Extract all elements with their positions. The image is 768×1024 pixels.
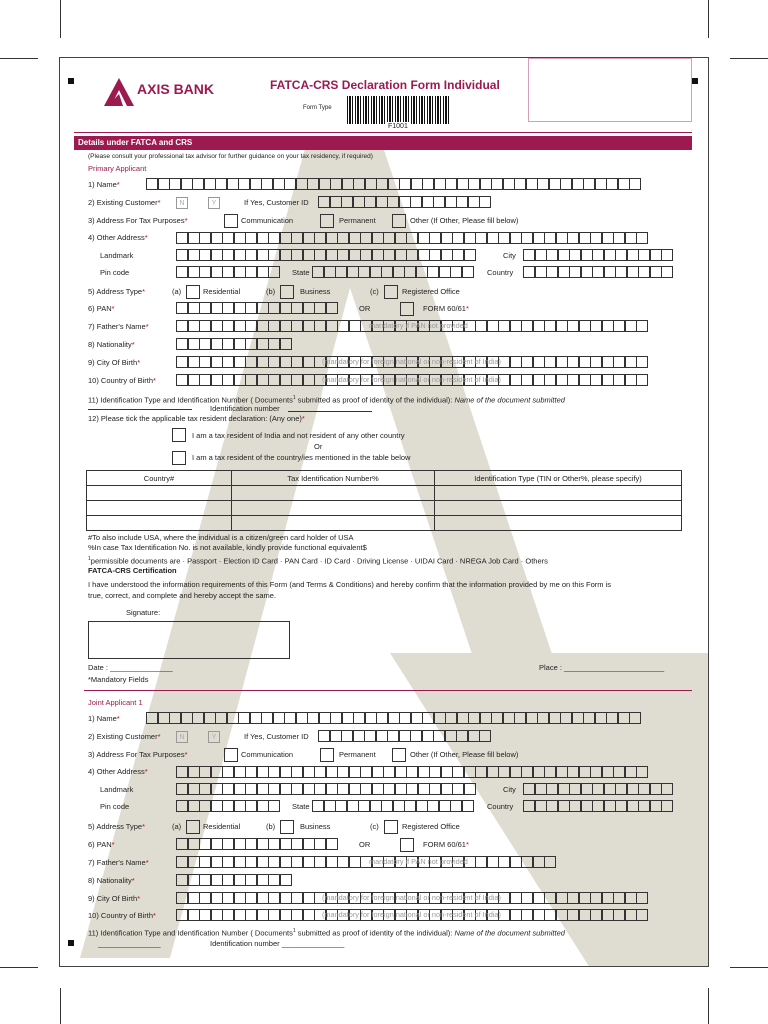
crop-mark: [60, 988, 61, 1024]
joint-communication-label: Communication: [241, 750, 294, 759]
joint-permanent-checkbox[interactable]: [320, 748, 334, 762]
address-type-label: 5) Address Type*: [88, 287, 145, 296]
id-type-line[interactable]: [88, 401, 192, 410]
joint-business-label: Business: [300, 822, 331, 831]
crop-mark: [0, 58, 38, 59]
tick-opt2: I am a tax resident of the country/ies mentioned in the table below: [192, 453, 411, 462]
opt-c: (c): [370, 287, 379, 296]
id-number-label: Identification number: [210, 404, 280, 413]
joint-existing-yes-checkbox[interactable]: Y: [208, 731, 220, 743]
tick-label: 12) Please tick the applicable tax resident declaration: (Any one)*: [88, 414, 305, 423]
registered-label: Registered Office: [402, 287, 460, 296]
form-type-label: Form Type: [303, 105, 332, 111]
city-label: City: [503, 251, 516, 260]
joint-opt-c: (c): [370, 822, 379, 831]
joint-city-label: City: [503, 785, 516, 794]
landmark-label: Landmark: [100, 251, 134, 260]
crop-mark: [730, 967, 768, 968]
joint-nationality-label: 8) Nationality*: [88, 876, 135, 885]
permanent-label: Permanent: [339, 216, 376, 225]
crop-mark: [708, 988, 709, 1024]
note-tin: %In case Tax Identification No. is not available, kindly provide functional equivalent$: [88, 543, 367, 552]
permanent-checkbox[interactable]: [320, 214, 334, 228]
fatca-form: [59, 57, 709, 967]
joint-pincode-label: Pin code: [100, 802, 130, 811]
joint-registered-label: Registered Office: [402, 822, 460, 831]
joint-nationality-boxes[interactable]: [176, 874, 291, 886]
pincode-label: Pin code: [100, 268, 130, 277]
joint-country-boxes[interactable]: [523, 800, 673, 812]
existing-customer-label: 2) Existing Customer*: [88, 198, 161, 207]
signature-label: Signature:: [126, 608, 161, 617]
table-row: [87, 486, 682, 501]
axis-logo-icon: [102, 76, 136, 108]
registered-checkbox[interactable]: [384, 285, 398, 299]
form-title: FATCA-CRS Declaration Form Individual: [270, 78, 500, 92]
form6061-checkbox[interactable]: [400, 302, 414, 316]
joint-communication-checkbox[interactable]: [224, 748, 238, 762]
joint-permanent-label: Permanent: [339, 750, 376, 759]
form-code: F1001: [388, 123, 408, 130]
joint-existing-no-checkbox[interactable]: N: [176, 731, 188, 743]
existing-yes-checkbox[interactable]: Y: [208, 197, 220, 209]
joint-pincode-boxes[interactable]: [176, 800, 280, 812]
joint-country-birth-label: 10) Country of Birth*: [88, 911, 156, 920]
id-type-label: 11) Identification Type and Identification Number ( Documents$^1$ submitted as proof of identity of the individual): Name of the document submitted: [88, 395, 565, 405]
nationality-boxes[interactable]: [176, 338, 291, 350]
form6061-label: FORM 60/61*: [423, 304, 469, 313]
barcode: [347, 96, 451, 124]
joint-father-hint: mandatory if PAN not provided: [369, 857, 468, 866]
joint-other-checkbox[interactable]: [392, 748, 406, 762]
opt-b: (b): [266, 287, 276, 296]
cert-heading: FATCA-CRS Certification: [88, 566, 177, 575]
business-checkbox[interactable]: [280, 285, 294, 299]
joint-father-boxes[interactable]: [176, 856, 556, 868]
joint-country-label: Country: [487, 802, 514, 811]
office-use-box: [528, 58, 692, 122]
father-hint: mandatory if PAN not provided: [369, 321, 468, 330]
joint-other-address-label: 4) Other Address*: [88, 767, 148, 776]
crop-mark: [730, 58, 768, 59]
joint-landmark-boxes[interactable]: [176, 783, 475, 795]
table-row: [87, 516, 682, 531]
crop-mark: [0, 967, 38, 968]
pan-boxes[interactable]: [176, 302, 337, 314]
tax-residency-table: [86, 470, 682, 531]
pincode-boxes[interactable]: [176, 266, 280, 278]
city-boxes[interactable]: [523, 249, 673, 261]
consult-note: (Please consult your professional tax advisor for further guidance on your tax residency, if required): [88, 153, 373, 160]
other-address-label: 4) Other Address*: [88, 233, 148, 242]
joint-pan-boxes[interactable]: [176, 838, 337, 850]
customer-id-boxes[interactable]: [318, 196, 491, 208]
cert-text2: true, correct, and complete and hereby accept the same.: [88, 591, 277, 600]
bank-name: AXIS BANK: [137, 81, 215, 97]
joint-address-type-label: 5) Address Type*: [88, 822, 145, 831]
joint-city-birth-hint: (mandatory for foreign national or non-resident of India): [322, 893, 501, 902]
joint-addr-tax-label: 3) Address For Tax Purposes*: [88, 750, 188, 759]
country-boxes[interactable]: [523, 266, 673, 278]
primary-heading: Primary Applicant: [88, 164, 147, 173]
joint-opt-b: (b): [266, 822, 276, 831]
landmark-boxes[interactable]: [176, 249, 475, 261]
addr-tax-label: 3) Address For Tax Purposes*: [88, 216, 188, 225]
section-title: Details under FATCA and CRS: [78, 138, 193, 147]
joint-heading: Joint Applicant 1: [88, 698, 143, 707]
pan-label: 6) PAN*: [88, 304, 115, 313]
joint-city-boxes[interactable]: [523, 783, 673, 795]
cert-text1: I have understood the information requirements of this Form (and Terms & Conditions) and hereby confirm that the information provided by me on this Form is: [88, 580, 612, 589]
residential-checkbox[interactable]: [186, 285, 200, 299]
table-row: [87, 501, 682, 516]
business-label: Business: [300, 287, 331, 296]
joint-form6061-label: FORM 60/61*: [423, 840, 469, 849]
city-birth-label: 9) City Of Birth*: [88, 358, 141, 367]
joint-form6061-checkbox[interactable]: [400, 838, 414, 852]
tick-or: Or: [314, 442, 323, 451]
existing-no-checkbox[interactable]: N: [176, 197, 188, 209]
communication-checkbox[interactable]: [224, 214, 238, 228]
signature-box[interactable]: [88, 621, 290, 659]
country-label: Country: [487, 268, 514, 277]
col-country: Country#: [87, 471, 232, 486]
name-label: 1) Name*: [88, 180, 120, 189]
joint-opt-a: (a): [172, 822, 182, 831]
joint-residential-label: Residential: [203, 822, 241, 831]
nationality-label: 8) Nationality*: [88, 340, 135, 349]
joint-registered-checkbox[interactable]: [384, 820, 398, 834]
tax-resident-other-checkbox[interactable]: [172, 451, 186, 465]
mandatory-note: *Mandatory Fields: [88, 675, 149, 684]
joint-pan-label: 6) PAN*: [88, 840, 115, 849]
note-docs: $^1$permissible documents are · Passport · Election ID Card · PAN Card · ID Card · Driving License · UIDAI Card · NREGA Job Card · Others: [88, 556, 548, 566]
other-address-boxes[interactable]: [176, 232, 648, 244]
joint-id-number[interactable]: Identification number _______________: [210, 939, 345, 948]
place-label[interactable]: Place : ________________________: [539, 663, 665, 672]
divider: [84, 690, 692, 691]
opt-a: (a): [172, 287, 182, 296]
state-boxes[interactable]: [312, 266, 473, 278]
joint-or-label: OR: [359, 840, 371, 849]
joint-name-boxes[interactable]: [146, 712, 641, 724]
residential-label: Residential: [203, 287, 241, 296]
crop-mark: [708, 0, 709, 38]
note-usa: #To also include USA, where the individual is a citizen/green card holder of USA: [88, 533, 354, 542]
customer-id-label: If Yes, Customer ID: [244, 198, 309, 207]
father-label: 7) Father's Name*: [88, 322, 149, 331]
country-birth-hint: (mandatory for foreign national or non-resident of India): [322, 375, 501, 384]
other-label: Other (If Other, Please fill below): [410, 216, 519, 225]
other-checkbox[interactable]: [392, 214, 406, 228]
joint-state-label: State: [292, 802, 310, 811]
id-number-line[interactable]: [288, 403, 372, 412]
joint-other-address-boxes[interactable]: [176, 766, 648, 778]
joint-other-label: Other (If Other, Please fill below): [410, 750, 519, 759]
joint-id-type-line[interactable]: _______________: [98, 939, 161, 948]
col-id-type: Identification Type (TIN or Other%, please specify): [435, 471, 682, 486]
joint-residential-checkbox[interactable]: [186, 820, 200, 834]
divider: [74, 132, 692, 133]
col-tin: Tax Identification Number%: [232, 471, 435, 486]
state-label: State: [292, 268, 310, 277]
or-label: OR: [359, 304, 371, 313]
joint-id-type-label: 11) Identification Type and Identification Number ( Documents$^1$ submitted as proof of identity of the individual): Name of the document submitted: [88, 928, 565, 938]
joint-country-birth-hint: (mandatory for foreign national or non-resident of India): [322, 910, 501, 919]
joint-customer-id-boxes[interactable]: [318, 730, 491, 742]
name-boxes[interactable]: [146, 178, 641, 190]
joint-customer-id-label: If Yes, Customer ID: [244, 732, 309, 741]
joint-father-label: 7) Father's Name*: [88, 858, 149, 867]
communication-label: Communication: [241, 216, 294, 225]
tax-resident-india-checkbox[interactable]: [172, 428, 186, 442]
joint-landmark-label: Landmark: [100, 785, 134, 794]
joint-business-checkbox[interactable]: [280, 820, 294, 834]
joint-city-birth-label: 9) City Of Birth*: [88, 894, 141, 903]
joint-state-boxes[interactable]: [312, 800, 473, 812]
joint-name-label: 1) Name*: [88, 714, 120, 723]
date-label[interactable]: Date : _______________: [88, 663, 173, 672]
tick-opt1: I am a tax resident of India and not resident of any other country: [192, 431, 405, 440]
joint-existing-label: 2) Existing Customer*: [88, 732, 161, 741]
crop-mark: [60, 0, 61, 38]
city-birth-hint: (mandatory for foreign national or non-resident of India): [322, 357, 501, 366]
country-birth-label: 10) Country of Birth*: [88, 376, 156, 385]
